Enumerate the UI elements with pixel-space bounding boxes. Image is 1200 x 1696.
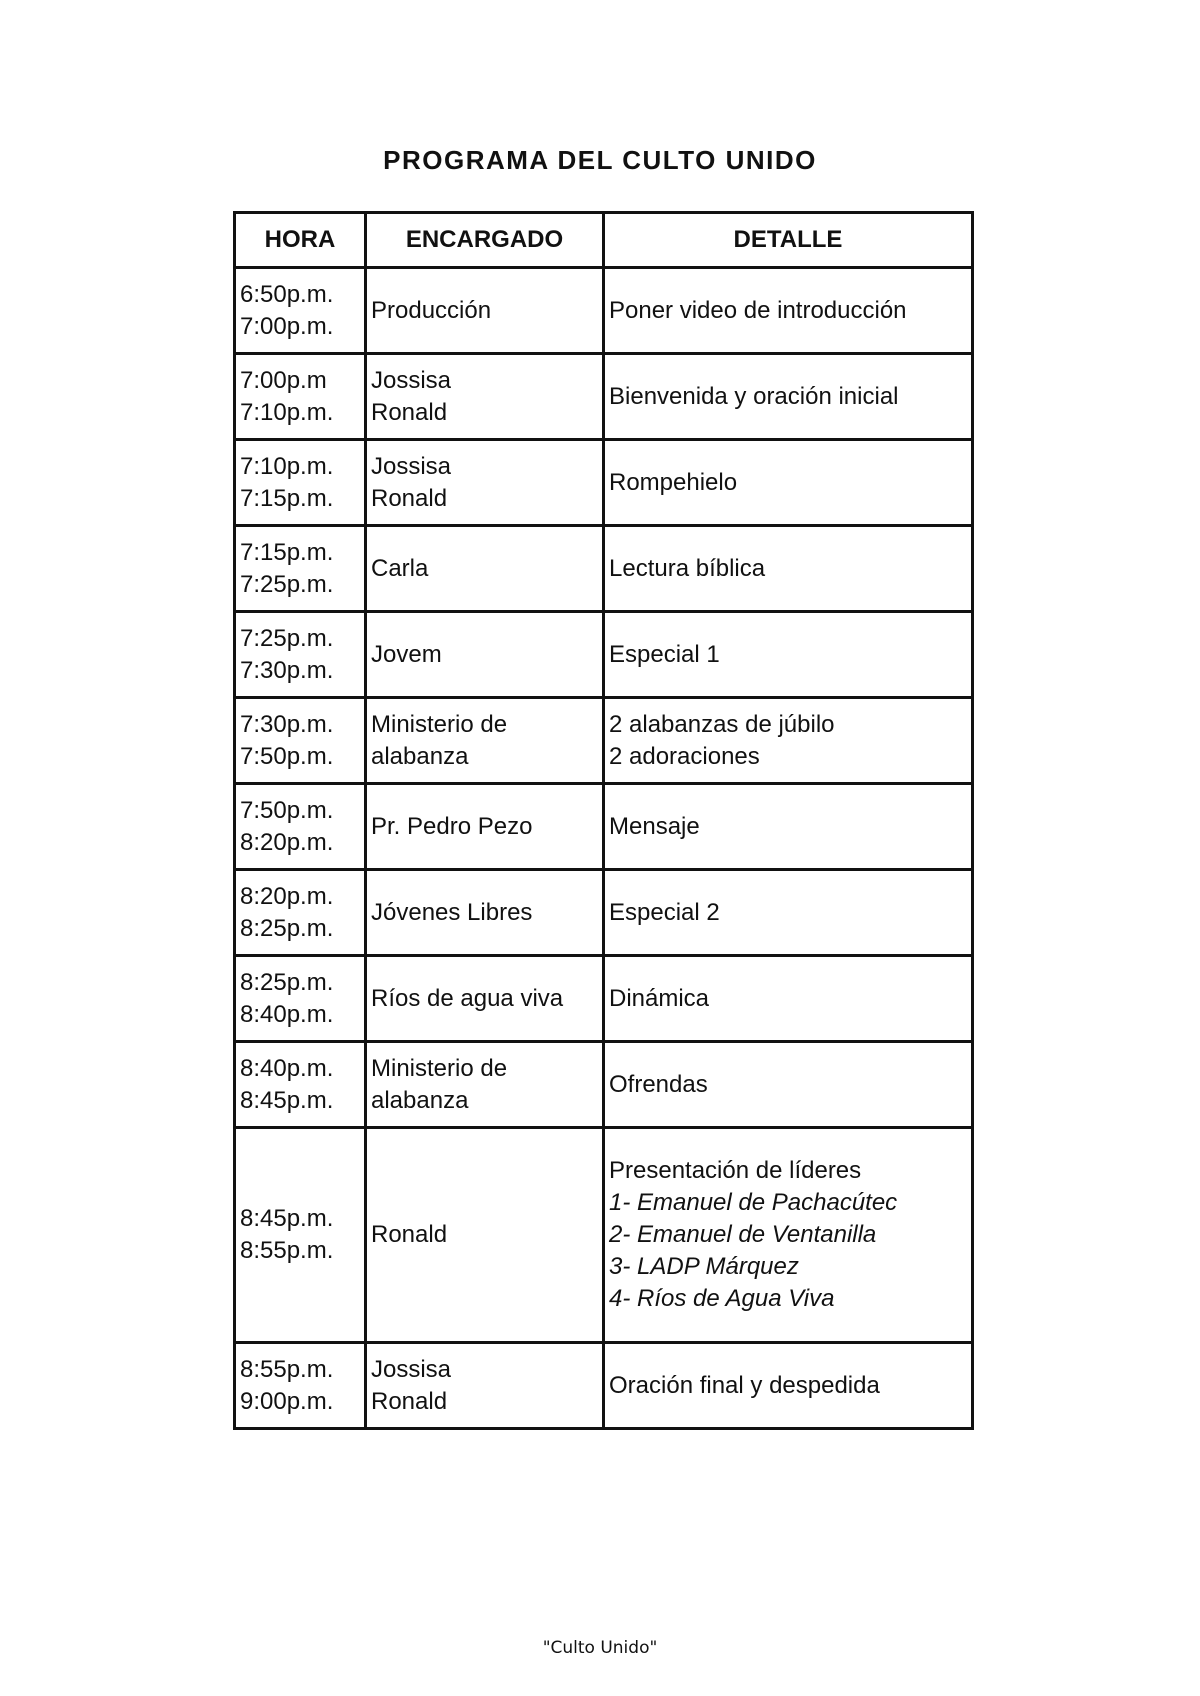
cell-encargado xyxy=(366,526,604,612)
cell-encargado xyxy=(366,870,604,956)
cell-encargado xyxy=(366,1042,604,1128)
detalle-line: Rompehielo xyxy=(609,468,738,496)
hora-inicio: 8:25p.m. xyxy=(240,968,334,996)
hora-fin: 7:30p.m. xyxy=(240,656,334,684)
detalle-line: Bienvenida y oración inicial xyxy=(609,382,899,410)
cell-hora xyxy=(235,268,366,354)
encargado-line: Pr. Pedro Pezo xyxy=(371,812,533,840)
cell-detalle xyxy=(604,526,973,612)
cell-encargado xyxy=(366,354,604,440)
leader-item: 2- Emanuel de Ventanilla xyxy=(609,1221,877,1248)
hora-inicio: 7:50p.m. xyxy=(240,796,334,824)
page-title: PROGRAMA DEL CULTO UNIDO xyxy=(383,145,817,175)
cell-hora xyxy=(235,526,366,612)
detalle-line: Especial 1 xyxy=(609,640,720,668)
cell-encargado xyxy=(366,440,604,526)
cell-hora xyxy=(235,1343,366,1429)
cell-encargado xyxy=(366,784,604,870)
table-row xyxy=(235,1128,973,1343)
encargado-line: Jóvenes Libres xyxy=(371,898,533,926)
encargado-line: Ministerio de xyxy=(371,1054,508,1082)
page-footer: "Culto Unido" xyxy=(542,1638,658,1658)
cell-hora xyxy=(235,784,366,870)
cell-encargado xyxy=(366,698,604,784)
cell-detalle xyxy=(604,870,973,956)
table-row xyxy=(235,784,973,870)
encargado-line: Carla xyxy=(371,554,429,582)
cell-hora xyxy=(235,1128,366,1343)
table-row xyxy=(235,1343,973,1429)
hora-fin: 7:25p.m. xyxy=(240,570,334,598)
table-row xyxy=(235,698,973,784)
program-table xyxy=(233,211,974,1430)
cell-detalle xyxy=(604,956,973,1042)
hora-inicio: 7:30p.m. xyxy=(240,710,334,738)
encargado-line: Ministerio de xyxy=(371,710,508,738)
hora-inicio: 8:20p.m. xyxy=(240,882,334,910)
detalle-line: Dinámica xyxy=(609,984,710,1012)
encargado-line: Ronald xyxy=(371,398,448,426)
leader-item: 3- LADP Márquez xyxy=(609,1253,799,1280)
encargado-line: Ronald xyxy=(371,1387,448,1415)
hora-fin: 8:25p.m. xyxy=(240,914,334,942)
encargado-line: Jossisa xyxy=(371,1355,452,1383)
hora-inicio: 7:15p.m. xyxy=(240,538,334,566)
cell-encargado xyxy=(366,956,604,1042)
encargado-name: Ronald xyxy=(371,1221,448,1248)
cell-hora xyxy=(235,698,366,784)
encargado-line: Jossisa xyxy=(371,452,452,480)
cell-hora xyxy=(235,440,366,526)
leader-item: 4- Ríos de Agua Viva xyxy=(609,1285,835,1312)
table-header-row xyxy=(235,213,973,268)
hora-fin: 8:45p.m. xyxy=(240,1086,334,1114)
detalle-title: Presentación de líderes xyxy=(609,1157,862,1184)
hora-fin: 7:00p.m. xyxy=(240,312,334,340)
hora-fin: 8:40p.m. xyxy=(240,1000,334,1028)
table-row xyxy=(235,354,973,440)
header-hora: HORA xyxy=(235,213,366,268)
cell-encargado xyxy=(366,612,604,698)
hora-fin: 7:10p.m. xyxy=(240,398,334,426)
hora-inicio: 7:00p.m xyxy=(240,366,327,394)
hora-fin: 9:00p.m. xyxy=(240,1387,334,1415)
table-row xyxy=(235,1042,973,1128)
header-encargado: ENCARGADO xyxy=(366,213,604,268)
cell-detalle xyxy=(604,1042,973,1128)
cell-hora xyxy=(235,354,366,440)
table-row xyxy=(235,268,973,354)
cell-detalle xyxy=(604,698,973,784)
cell-encargado xyxy=(366,268,604,354)
cell-detalle xyxy=(604,612,973,698)
hora-fin: 7:15p.m. xyxy=(240,484,334,512)
encargado-line: Ríos de agua viva xyxy=(371,984,564,1012)
cell-detalle xyxy=(604,268,973,354)
cell-detalle xyxy=(604,354,973,440)
hora-inicio: 8:55p.m. xyxy=(240,1355,334,1383)
detalle-line: Ofrendas xyxy=(609,1070,708,1098)
encargado-line: Ronald xyxy=(371,484,448,512)
cell-encargado xyxy=(366,1128,604,1343)
encargado-line: alabanza xyxy=(371,1086,469,1114)
hora-inicio: 7:10p.m. xyxy=(240,452,334,480)
cell-hora xyxy=(235,1042,366,1128)
cell-hora xyxy=(235,870,366,956)
table-row xyxy=(235,870,973,956)
table-row xyxy=(235,956,973,1042)
cell-detalle xyxy=(604,1128,973,1343)
detalle-line: Oración final y despedida xyxy=(609,1371,880,1399)
hora-fin: 8:55p.m. xyxy=(240,1237,334,1264)
detalle-line: 2 adoraciones xyxy=(609,742,760,770)
hora-fin: 7:50p.m. xyxy=(240,742,334,770)
table-row xyxy=(235,440,973,526)
header-detalle: DETALLE xyxy=(604,213,973,268)
cell-hora xyxy=(235,612,366,698)
program-rows xyxy=(235,268,973,1128)
table-row xyxy=(235,612,973,698)
cell-detalle xyxy=(604,1343,973,1429)
encargado-line: Producción xyxy=(371,296,492,324)
hora-inicio: 8:40p.m. xyxy=(240,1054,334,1082)
program-rows-tail xyxy=(235,1128,973,1429)
detalle-line: Lectura bíblica xyxy=(609,554,766,582)
cell-encargado xyxy=(366,1343,604,1429)
table-row xyxy=(235,526,973,612)
hora-inicio: 7:25p.m. xyxy=(240,624,334,652)
encargado-line: Jossisa xyxy=(371,366,452,394)
detalle-line: Mensaje xyxy=(609,812,700,840)
detalle-line: 2 alabanzas de júbilo xyxy=(609,710,835,738)
cell-detalle xyxy=(604,440,973,526)
detalle-line: Poner video de introducción xyxy=(609,296,907,324)
hora-inicio: 6:50p.m. xyxy=(240,280,334,308)
encargado-line: Jovem xyxy=(371,640,442,668)
cell-hora xyxy=(235,956,366,1042)
cell-detalle xyxy=(604,784,973,870)
leader-item: 1- Emanuel de Pachacútec xyxy=(609,1189,898,1216)
detalle-line: Especial 2 xyxy=(609,898,720,926)
hora-fin: 8:20p.m. xyxy=(240,828,334,856)
encargado-line: alabanza xyxy=(371,742,469,770)
hora-inicio: 8:45p.m. xyxy=(240,1205,334,1232)
